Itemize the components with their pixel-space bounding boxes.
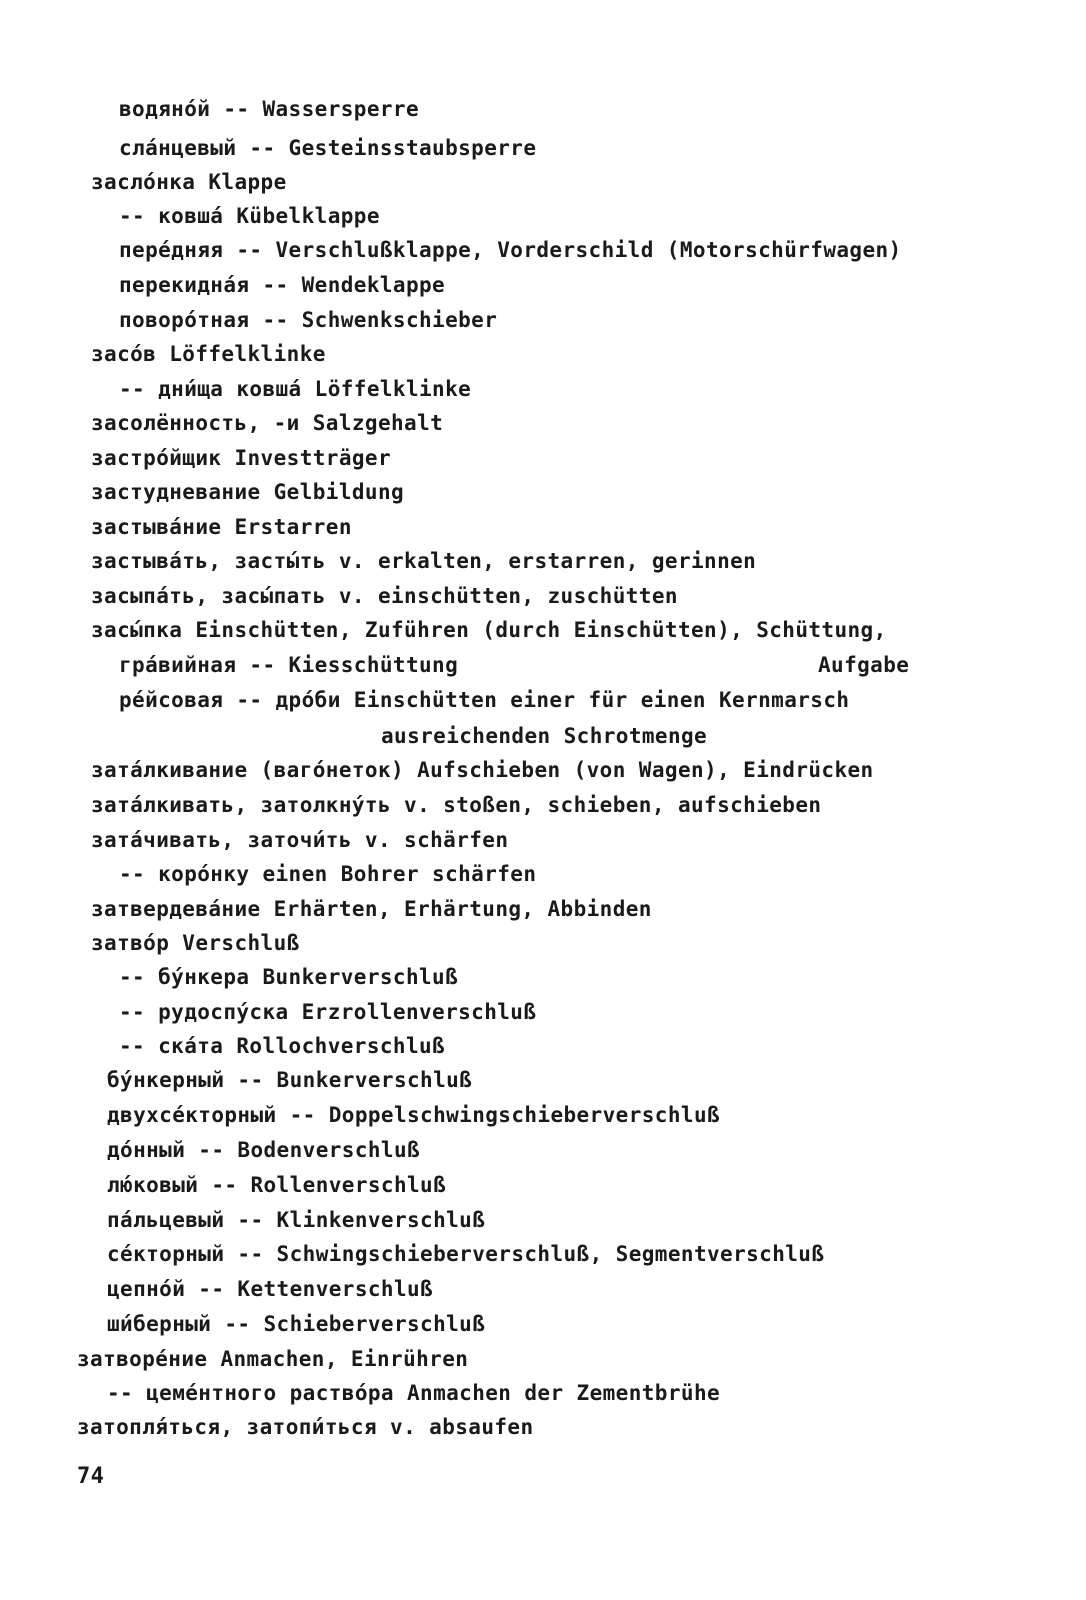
entry-line: перекидна́я -- Wendeklappe: [119, 273, 446, 297]
entry-line: цепно́й -- Kettenverschluß: [107, 1277, 434, 1301]
entry-line: Aufgabe: [818, 653, 910, 677]
entry-line: засло́нка Klappe: [91, 170, 287, 194]
entry-line: се́кторный -- Schwingschieberverschluß, Segmentverschluß: [107, 1242, 825, 1266]
entry-line: зата́чивать, заточи́ть v. schärfen: [91, 828, 509, 852]
entry-line: засолённость, -и Salzgehalt: [91, 411, 444, 435]
entry-line: лю́ковый -- Rollenverschluß: [107, 1173, 447, 1197]
entry-line: поворо́тная -- Schwenkschieber: [119, 308, 498, 332]
entry-line: па́льцевый -- Klinkenverschluß: [107, 1208, 486, 1232]
entry-line: зата́лкивание (ваго́неток) Aufschieben (von Wagen), Eindrücken: [91, 758, 874, 782]
entry-line: ausreichenden Schrotmenge: [381, 724, 708, 748]
entry-line: застыва́ть, засты́ть v. erkalten, erstarren, gerinnen: [91, 549, 757, 573]
entry-line: ши́берный -- Schieberverschluß: [107, 1312, 486, 1336]
entry-line: сла́нцевый -- Gesteinsstaubsperre: [119, 136, 537, 160]
entry-line: зата́лкивать, затолкну́ть v. stoßen, schieben, aufschieben: [91, 793, 822, 817]
entry-line: -- ковша́ Kübelklappe: [119, 204, 380, 228]
entry-line: -- рудоспу́ска Erzrollenverschluß: [119, 1000, 537, 1024]
entry-line: затво́р Verschluß: [91, 931, 300, 955]
entry-line: затопля́ться, затопи́ться v. absaufen: [77, 1415, 534, 1439]
entry-line: -- дни́ща ковша́ Löffelklinke: [119, 377, 472, 401]
entry-line: застудневание Gelbildung: [91, 480, 405, 504]
entry-line: -- бу́нкера Bunkerverschluß: [119, 965, 459, 989]
entry-line: двухсе́кторный -- Doppelschwingschieberverschluß: [107, 1103, 721, 1127]
entry-line: ре́йсовая -- дро́би Einschütten einer für einen Kernmarsch: [119, 688, 850, 712]
entry-line: пере́дняя -- Verschlußklappe, Vorderschild (Motorschürfwagen): [119, 238, 902, 262]
entry-line: застыва́ние Erstarren: [91, 515, 352, 539]
page-number: 74: [77, 1464, 105, 1489]
entry-line: затворе́ние Anmachen, Einrühren: [77, 1347, 469, 1371]
entry-line: гра́вийная -- Kiesschüttung: [119, 653, 459, 677]
entry-line: -- коро́нку einen Bohrer schärfen: [119, 862, 537, 886]
entry-line: -- ска́та Rollochverschluß: [119, 1034, 446, 1058]
entry-line: затвердева́ние Erhärten, Erhärtung, Abbinden: [91, 897, 652, 921]
entry-line: засыпа́ть, засы́пать v. einschütten, zuschütten: [91, 584, 678, 608]
entry-line: до́нный -- Bodenverschluß: [107, 1138, 421, 1162]
entry-line: засо́в Löffelklinke: [91, 342, 326, 366]
entry-line: водяно́й -- Wassersperre: [119, 97, 419, 121]
entry-line: -- цеме́нтного раство́ра Anmachen der Zementbrühe: [107, 1381, 721, 1405]
entry-line: засы́пка Einschütten, Zuführen (durch Einschütten), Schüttung,: [91, 618, 887, 642]
entry-line: бу́нкерный -- Bunkerverschluß: [107, 1068, 473, 1092]
entry-line: застро́йщик Investträger: [91, 446, 391, 470]
